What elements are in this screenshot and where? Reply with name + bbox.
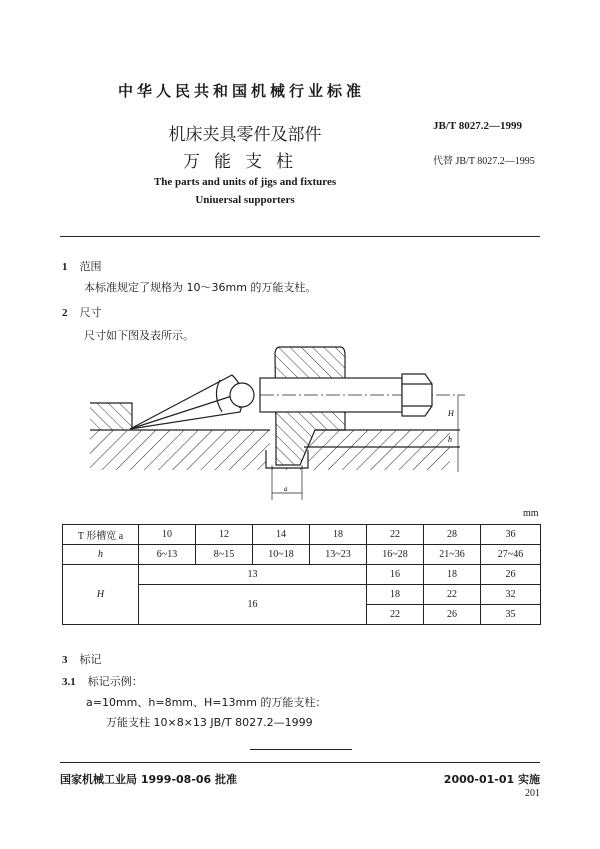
section-3-heading xyxy=(62,651,102,667)
table-cell: 27~46 xyxy=(481,545,541,565)
marking-example: 万能支柱 10×8×13 JB/T 8027.2—1999 xyxy=(106,716,313,729)
header-rule xyxy=(60,236,540,237)
row-header-H xyxy=(63,565,139,625)
table-cell: 16~28 xyxy=(367,545,424,565)
table-cell: 18 xyxy=(367,585,424,605)
replaces-standard: 代替 JB/T 8027.2—1995 xyxy=(433,156,535,167)
title-chinese-line1: 机床夹具零件及部件 xyxy=(168,125,322,145)
section-title: 标记示例： xyxy=(87,675,143,688)
title-chinese-line2: 万能支柱 xyxy=(183,152,307,172)
footer-rule xyxy=(60,762,540,763)
table-cell: 22 xyxy=(367,525,424,545)
dimension-a-label: a xyxy=(284,485,288,493)
standard-organization: 中华人民共和国机械行业标准 xyxy=(118,82,366,100)
cone-tip xyxy=(130,375,243,429)
table-cell: 22 xyxy=(367,605,424,625)
row-label: H xyxy=(96,589,105,600)
table-cell: 18 xyxy=(310,525,367,545)
end-mark-line xyxy=(250,749,352,750)
table-cell: 26 xyxy=(424,605,481,625)
table-cell: 18 xyxy=(424,565,481,585)
section-number: 3.1 xyxy=(62,676,76,688)
section-2-text: 尺寸如下图及表所示。 xyxy=(84,329,194,342)
hex-head xyxy=(402,374,432,416)
table-row xyxy=(63,545,541,565)
section-number: 3 xyxy=(62,654,68,666)
section-title: 尺寸 xyxy=(79,306,102,319)
dimension-table xyxy=(62,524,541,625)
title-english-line1: The parts and units of jigs and fixtures xyxy=(153,176,337,188)
universal-supporter-drawing xyxy=(90,340,490,510)
table-cell: 13~23 xyxy=(310,545,367,565)
row-label: h xyxy=(98,549,103,560)
section-3-1-heading xyxy=(62,673,143,689)
row-header-a: T 形槽宽 a xyxy=(63,525,139,545)
approval-info: 国家机械工业局 1999-08-06 批准 xyxy=(60,773,238,786)
workpiece-block xyxy=(90,403,132,430)
dimension-h-label: h xyxy=(448,435,452,444)
section-number: 2 xyxy=(62,307,68,319)
table-row xyxy=(63,525,541,545)
table-cell: 8~15 xyxy=(196,545,253,565)
table-cell: 21~36 xyxy=(424,545,481,565)
table-cell: 10 xyxy=(139,525,196,545)
page-number: 201 xyxy=(525,788,540,799)
table-cell: 35 xyxy=(481,605,541,625)
table-cell: 36 xyxy=(481,525,541,545)
table-unit: mm xyxy=(523,508,539,519)
section-1-text: 本标准规定了规格为 10～36mm 的万能支柱。 xyxy=(84,281,317,294)
table-cell: 14 xyxy=(253,525,310,545)
table-cell: 12 xyxy=(196,525,253,545)
table-row xyxy=(63,565,541,585)
section-title: 标记 xyxy=(79,653,102,666)
marking-example-condition: a=10mm、h=8mm、H=13mm 的万能支柱： xyxy=(86,696,327,709)
table-cell: 28 xyxy=(424,525,481,545)
table-cell: 6~13 xyxy=(139,545,196,565)
table-cell: 16 xyxy=(367,565,424,585)
standard-code: JB/T 8027.2—1999 xyxy=(433,120,523,132)
effective-date: 2000-01-01 实施 xyxy=(443,773,540,786)
section-2-heading xyxy=(62,304,102,320)
table-cell: 22 xyxy=(424,585,481,605)
table-cell: 16 xyxy=(139,585,367,625)
table-cell: 13 xyxy=(139,565,367,585)
section-title: 范围 xyxy=(79,260,102,273)
base-table xyxy=(90,430,450,470)
table-cell: 32 xyxy=(481,585,541,605)
section-1-heading xyxy=(62,258,102,274)
dimension-H-label: H xyxy=(448,409,454,418)
title-english-line2: Uniuersal supporters xyxy=(195,194,295,206)
table-cell: 26 xyxy=(481,565,541,585)
row-header-h xyxy=(63,545,139,565)
section-number: 1 xyxy=(62,261,68,273)
table-cell: 10~18 xyxy=(253,545,310,565)
